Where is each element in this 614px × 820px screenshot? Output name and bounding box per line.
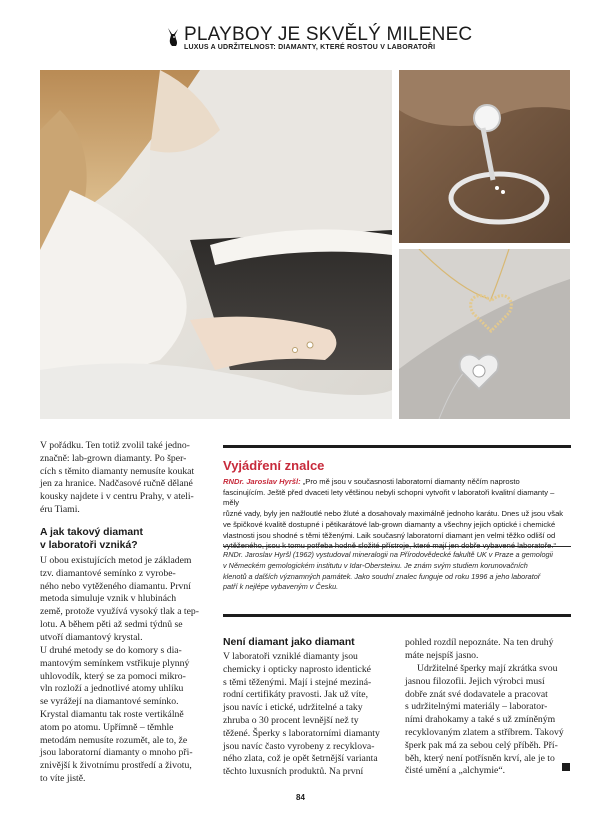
page-number: 84 [296,793,305,802]
expert-box-top-rule [223,445,571,448]
heading-not-all-diamonds: Není diamant jako diamant [223,637,355,648]
heart-necklaces-photo [399,249,570,419]
bunny-logo-icon [165,27,181,47]
expert-name: RNDr. Jaroslav Hyršl: [223,477,301,486]
expert-box-heading: Vyjádření znalce [223,458,325,473]
expert-bio: RNDr. Jaroslav Hyršl (1962) vystudoval mineralogii na Přírodovědecké fakultě UK v Praze a gemologii v Německém gemologickém institutu v Idar-Obersteinu. Je znám svým studiem korunovačních klenotů a dalších významných památek. Jako soudní znalec funguje od roku 1996 a jeho laboratoř patří k nejlépe vybaveným v Česku. [223,550,553,592]
paragraph-second-method: U druhé metody se do komory s dia- mantovým semínkem vstřikuje plynný uhlovodík, který se za pomoci mikro- vln rozloží a jednotlivé atomy uhlíku se vyrážejí na diamantové semínko. Krystal diamantu tak roste vertikálně atom po atomu. Upřímně – těmhle metodám nemusíte rozumět, ale to, že jsou laboratorní diamanty o mnoho při- znivější k životnímu prostředí a životu, to víte jistě. [40,645,193,784]
paragraph-sustainable-jewelry: Udržitelné šperky mají zkrátka svou jasnou filozofii. Jejich výrobci musí dobře znát své dodavatele a pracovat s udržitelnými materiály – laborator- ními drahokamy a také s už zmíněným recyklovaným zlatem a stříbrem. Takový šperk pak má za sebou celý příběh. Pří- běh, který není potřísněn krví, ale je to čisté umění a „alchymie“. [405,663,564,777]
section-subtitle: LUXUS A UDRŽITELNOST: DIAMANTY, KTERÉ ROSTOU V LABORATOŘI [184,44,436,51]
magazine-title: PLAYBOY JE SKVĚLÝ MILENEC [184,24,473,45]
paragraph-first-method: U obou existujících metod je základem tzv. diamantové semínko z vyrobe- ného nebo vytěženého diamantu. První metoda simuluje vznik v hlubinách země, protože využívá vysoký tlak a tep- lotu. A během pěti až sedmi týdnů se utvoří diamantový krystal. [40,555,199,643]
intro-paragraph: V pořádku. Ten totiž zvolil také jedno- značně: lab-grown diamanty. Po šper- cích s těmito diamanty nemusíte koukat jen za hranice. Nadčasové ručně dělané kousky najdete i v centru Prahy, v ateli- éru Tiami. [40,440,195,515]
diamond-ring-on-stone-photo [399,70,570,243]
woman-with-rings-photo [40,70,392,419]
expert-box-bottom-rule [223,614,571,617]
expert-quote-text: „Pro mě jsou v současnosti laboratorní diamanty něčím naprosto fascinujícím. Ještě před dvaceti lety většinou nebyli schopni vytvořit v laboratoři kvalitní diamanty – měly různé vady, byly jen nažloutlé nebo žluté a dosahovaly maximálně jednoho karátu. Dnes už jsou však ve špičkové kvalitě dostupné i pětikarátové lab-grown diamanty a všechny jejich optické i chemické vlastnosti jsou shodné s těmi těženými. Laik současný laboratorní diamant jen velmi těžko odliší od [223,477,564,540]
article-end-mark-icon [562,763,570,771]
expert-quote [223,477,571,552]
paragraph-identical-diamonds: V laboratoři vzniklé diamanty jsou chemicky i opticky naprosto identické s těmi těženými. Mají i stejné meziná- rodní certifikáty pravosti. Jak už víte, jsou navíc i etické, udržitelné a taky zhruba o 30 procent levnější než ty těžené. Šperky s laboratorními diamanty jsou navíc často vyrobeny z recyklova- ného zlata, což je opět šetrnější varianta těchto luxusních produktů. Na první [223,651,380,778]
paragraph-difference: pohled rozdíl nepoznáte. Na ten druhý máte nejspíš jasno. [405,637,554,661]
heading-lab-process: A jak takový diamant v laboratoři vzniká? [40,527,143,551]
expert-box-divider [223,546,571,547]
